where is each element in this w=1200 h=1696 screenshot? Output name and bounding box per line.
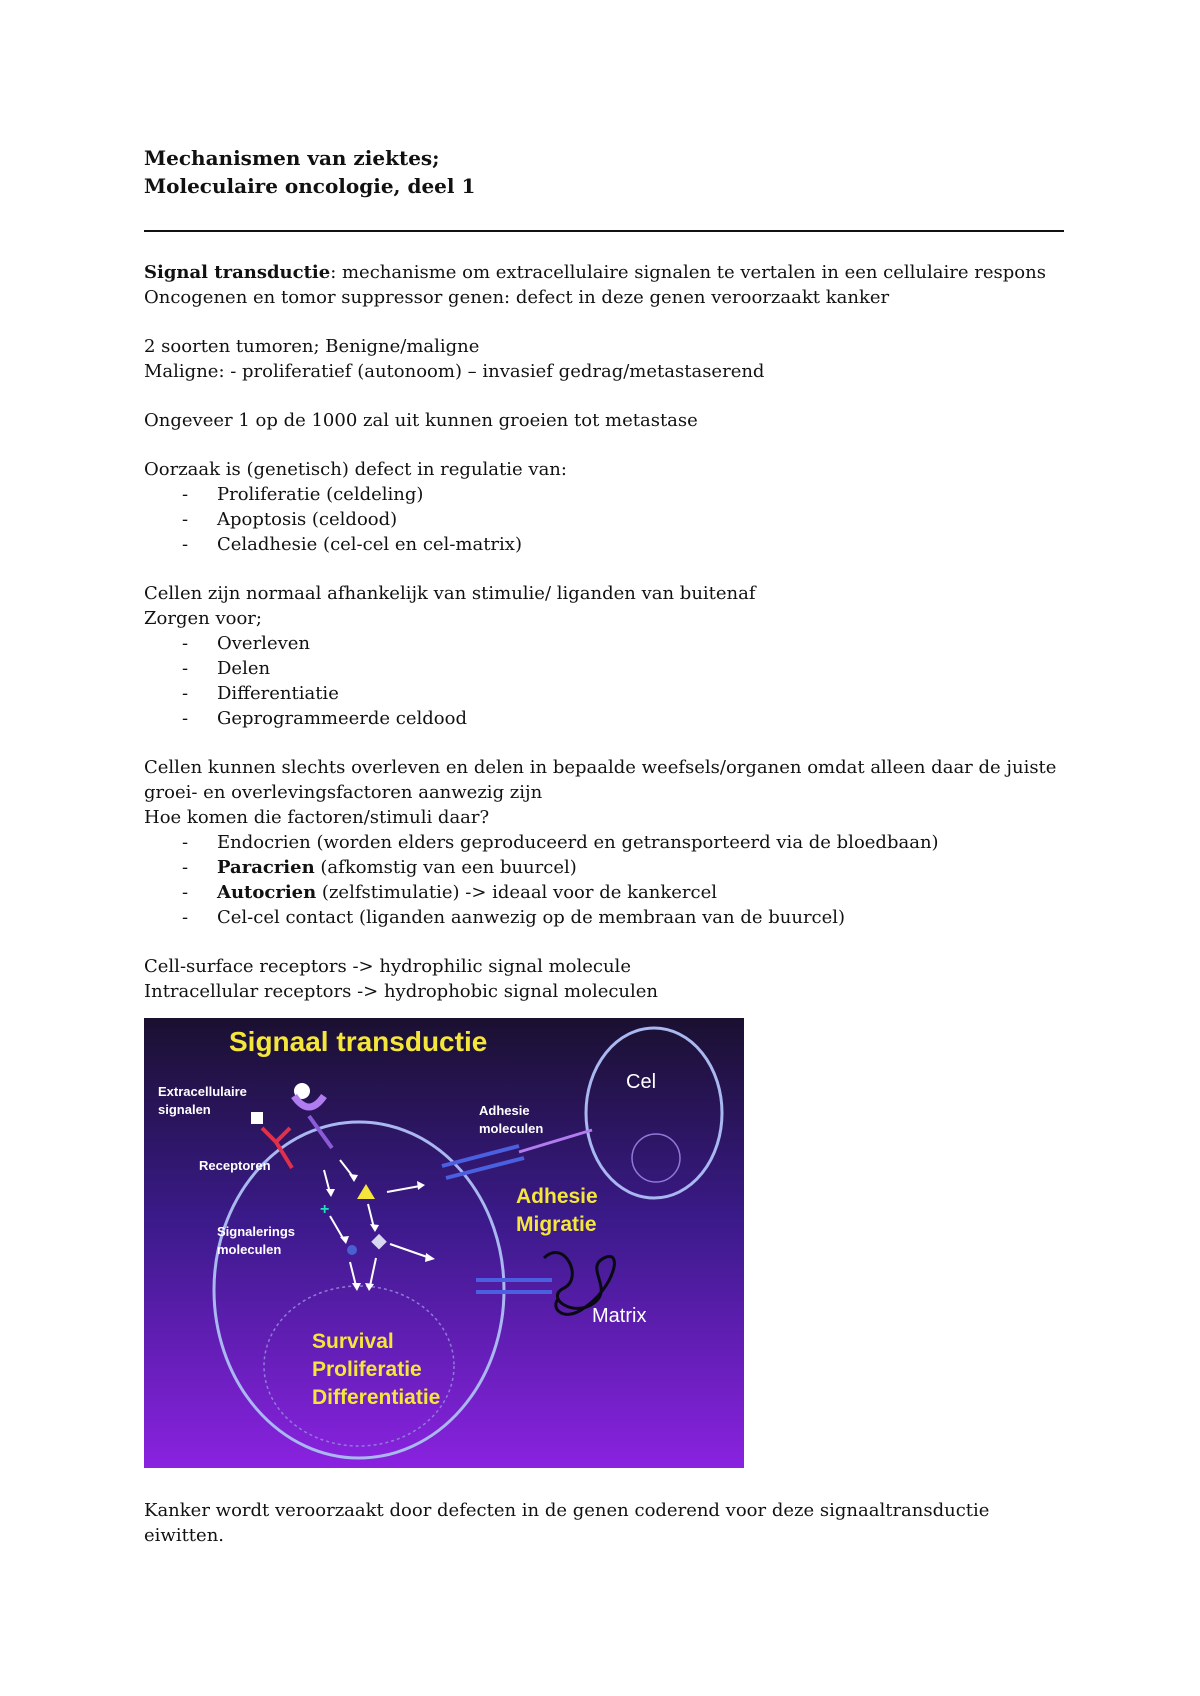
title-divider [144, 230, 1064, 232]
doc-title-line1: Mechanismen van ziektes; [144, 146, 440, 170]
label-matrix: Matrix [592, 1305, 647, 1327]
oorzaak-heading: Oorzaak is (genetisch) defect in regulatie van: [144, 459, 567, 480]
weefsels-line2: groei- en overlevingsfactoren aanwezig zijn [144, 782, 543, 803]
label-cel: Cel [626, 1071, 657, 1093]
document-page [144, 144, 1064, 1548]
list-item: - Differentiatie [182, 683, 339, 704]
list-item: - Cel-cel contact (liganden aanwezig op de membraan van de buurcel) [182, 907, 846, 928]
label-adhesie-moleculen-1: Adhesie [479, 1103, 530, 1118]
receptors-line1: Cell-surface receptors -> hydrophilic signal molecule [144, 956, 631, 977]
intro-line1 [144, 260, 1064, 285]
label-differentiatie: Differentiatie [312, 1386, 441, 1409]
signal-dot [347, 1245, 357, 1255]
tumors-line1: 2 soorten tumoren; Benigne/maligne [144, 336, 480, 357]
cellen-list [144, 631, 1064, 731]
intro-line2: Oncogenen en tomor suppressor genen: defect in deze genen veroorzaakt kanker [144, 287, 890, 308]
weefsels-list [144, 830, 1064, 930]
list-item: - Paracrien (afkomstig van een buurcel) [182, 857, 577, 878]
label-receptoren: Receptoren [199, 1158, 271, 1173]
ligand-square [251, 1112, 263, 1124]
list-item: - Apoptosis (celdood) [182, 509, 398, 530]
figure-title: Signaal transductie [229, 1026, 488, 1057]
label-proliferatie: Proliferatie [312, 1358, 422, 1381]
label-extracellulaire: Extracellulaire [158, 1084, 247, 1099]
list-item: - Geprogrammeerde celdood [182, 708, 468, 729]
signal-plus: + [320, 1201, 330, 1218]
label-adhesie: Adhesie [516, 1185, 598, 1208]
intro-term: Signal transductie [144, 262, 331, 283]
label-survival: Survival [312, 1330, 394, 1353]
label-signalen: signalen [158, 1102, 211, 1117]
list-item: - Overleven [182, 633, 311, 654]
tumors-line2: Maligne: - proliferatief (autonoom) – invasief gedrag/metastaserend [144, 361, 765, 382]
label-migratie: Migratie [516, 1213, 597, 1236]
label-adhesie-moleculen-2: moleculen [479, 1121, 544, 1136]
weefsels-line3: Hoe komen die factoren/stimuli daar? [144, 807, 490, 828]
intro-definition: : mechanisme om extracellulaire signalen te vertalen in een cellulaire respons [330, 262, 1046, 283]
label-moleculen: moleculen [217, 1242, 282, 1257]
metastase-line: Ongeveer 1 op de 1000 zal uit kunnen groeien tot metastase [144, 410, 698, 431]
weefsels-line1: Cellen kunnen slechts overleven en delen in bepaalde weefsels/organen omdat alleen daar de juiste [144, 757, 1057, 778]
list-item: - Delen [182, 658, 271, 679]
list-item: - Endocrien (worden elders geproduceerd en getransporteerd via de bloedbaan) [182, 832, 939, 853]
oorzaak-list [144, 482, 1064, 557]
list-item: - Celadhesie (cel-cel en cel-matrix) [182, 534, 522, 555]
cellen-line1: Cellen zijn normaal afhankelijk van stimulie/ liganden van buitenaf [144, 583, 756, 604]
conclusion-line2: eiwitten. [144, 1525, 225, 1546]
doc-title-line2: Moleculaire oncologie, deel 1 [144, 174, 476, 198]
cellen-line2: Zorgen voor; [144, 608, 262, 629]
list-item: - Proliferatie (celdeling) [182, 484, 424, 505]
label-signalerings: Signalerings [217, 1224, 296, 1239]
conclusion-line1: Kanker wordt veroorzaakt door defecten in de genen coderend voor deze signaaltransductie [144, 1500, 990, 1521]
signaal-transductie-figure [144, 1018, 744, 1468]
list-item: - Autocrien (zelfstimulatie) -> ideaal voor de kankercel [182, 882, 717, 903]
receptors-line2: Intracellular receptors -> hydrophobic signal moleculen [144, 981, 659, 1002]
